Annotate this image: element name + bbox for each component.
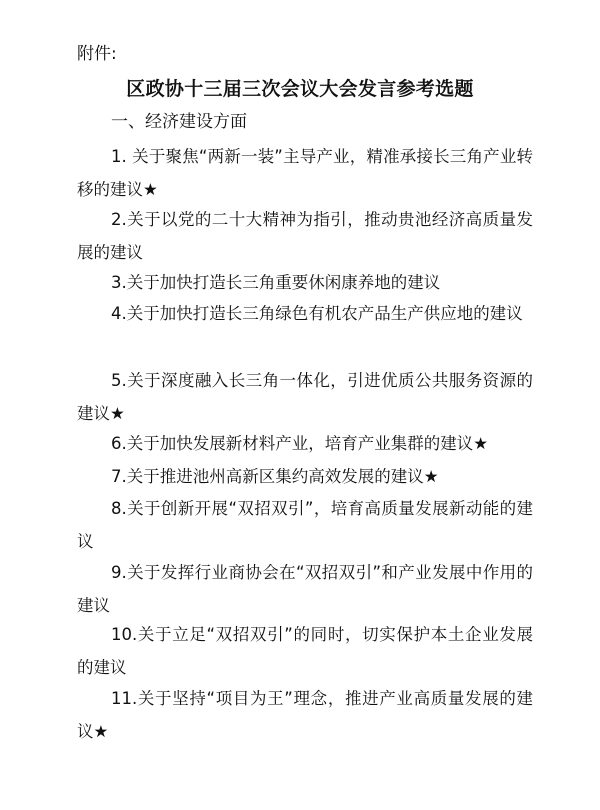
list-item: 5.关于深度融入长三角一体化，引进优质公共服务资源的建议★ (77, 371, 533, 423)
list-item: 8.关于创新开展“双招双引”，培育高质量发展新动能的建议 (77, 499, 533, 551)
list-item: 7.关于推进池州高新区集约高效发展的建议★ (111, 467, 439, 486)
list-item: 3.关于加快打造长三角重要休闲康养地的建议 (111, 273, 441, 292)
list-item: 4.关于加快打造长三角绿色有机农产品生产供应地的建议 (111, 304, 523, 323)
list-item: 2.关于以党的二十大精神为指引，推动贵池经济高质量发展的建议 (77, 210, 533, 262)
attachment-label: 附件: (77, 44, 117, 64)
list-item: 1. 关于聚焦“两新一装”主导产业，精准承接长三角产业转移的建议★ (77, 147, 533, 199)
list-item: 9.关于发挥行业商协会在“双招双引”和产业发展中作用的建议 (77, 563, 533, 615)
section-heading: 一、经济建设方面 (111, 112, 247, 132)
document-title: 区政协十三届三次会议大会发言参考选题 (126, 78, 474, 100)
list-item: 6.关于加快发展新材料产业，培育产业集群的建议★ (111, 434, 489, 453)
list-item: 10.关于立足“双招双引”的同时，切实保护本土企业发展的建议 (77, 625, 533, 677)
list-item: 11.关于坚持“项目为王”理念，推进产业高质量发展的建议★ (77, 689, 533, 741)
